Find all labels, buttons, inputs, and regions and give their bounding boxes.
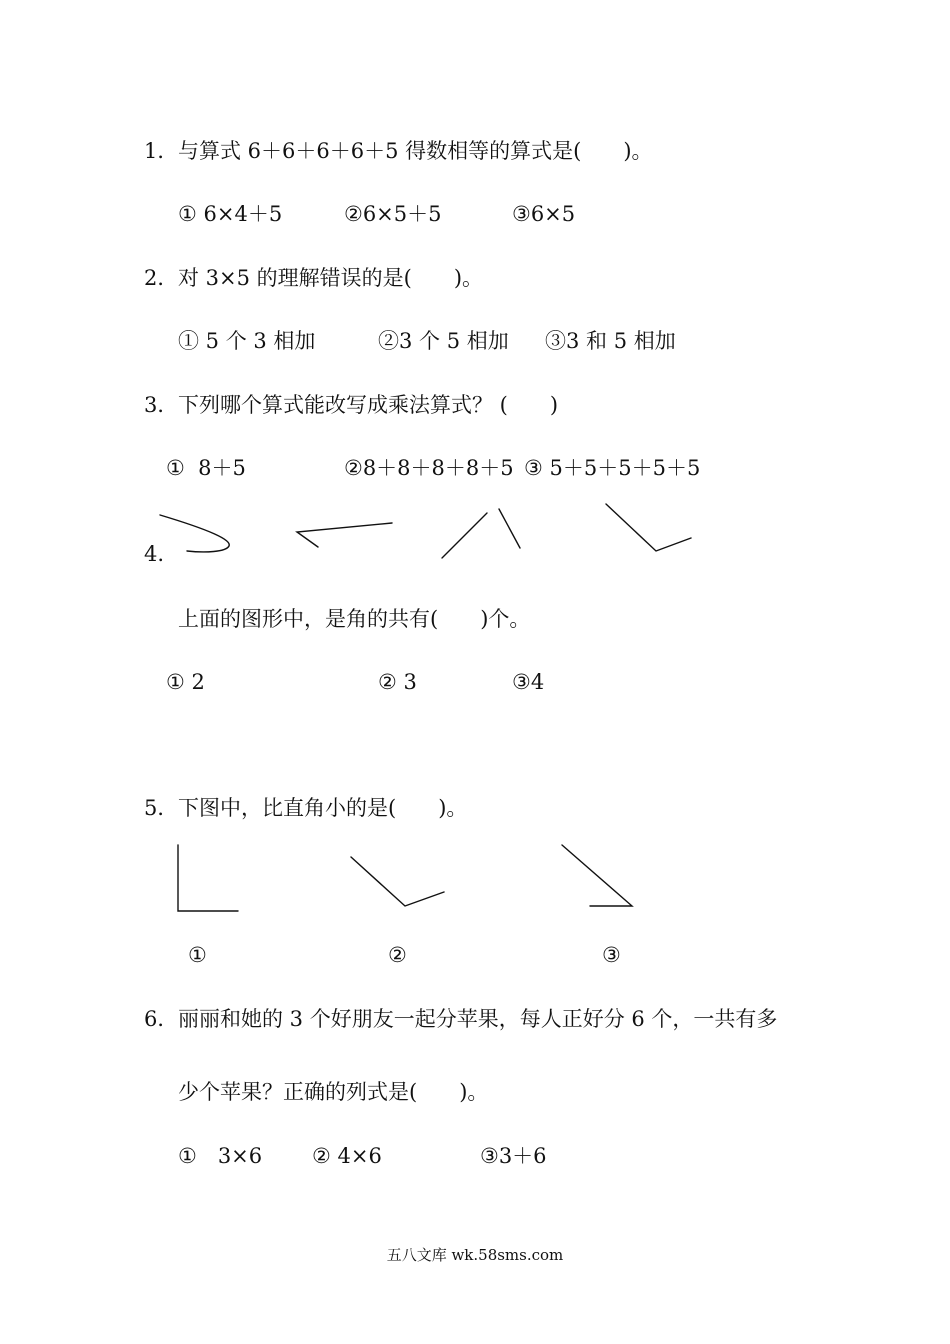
- question-1-option-1: ① 6×4＋5: [178, 202, 283, 226]
- q4-figure-angle-4: [606, 504, 691, 551]
- question-1-text: 与算式 6＋6＋6＋6＋5 得数相等的算式是( )。: [178, 139, 653, 163]
- question-1-number: 1．: [144, 139, 179, 163]
- question-6-number: 6．: [144, 1007, 179, 1031]
- q5-figure-right-angle: [178, 845, 238, 911]
- question-5-option-3: ③: [602, 943, 621, 967]
- q5-figure-acute-angle: [562, 845, 632, 906]
- q5-figure-obtuse-angle: [351, 857, 444, 906]
- question-5-option-2: ②: [388, 943, 407, 967]
- question-6-option-1: ① 3×6: [178, 1144, 263, 1168]
- question-6-text: 丽丽和她的 3 个好朋友一起分苹果，每人正好分 6 个，一共有多: [178, 1007, 778, 1031]
- question-3-option-2: ②8＋8＋8＋8＋5: [344, 456, 514, 480]
- question-4-number: 4.: [144, 542, 165, 566]
- question-6-text-continued: 少个苹果？正确的列式是( )。: [178, 1080, 489, 1104]
- q4-figure-open-line-1: [442, 513, 487, 558]
- question-2-number: 2．: [144, 266, 179, 290]
- q4-figure-curved-shape: [160, 515, 229, 552]
- question-1-option-3: ③6×5: [512, 202, 576, 226]
- question-5-text: 下图中，比直角小的是( )。: [178, 796, 468, 820]
- question-3-text: 下列哪个算式能改写成乘法算式？ ( ): [178, 393, 559, 417]
- question-4-option-3: ③4: [512, 670, 545, 694]
- question-2-option-2: ②3 个 5 相加: [378, 329, 509, 353]
- q4-figure-angle-2: [297, 523, 392, 547]
- question-3-option-3: ③ 5＋5＋5＋5＋5: [524, 456, 701, 480]
- question-2-option-1: ① 5 个 3 相加: [178, 329, 316, 353]
- question-4-text: 上面的图形中，是角的共有( )个。: [178, 607, 531, 631]
- question-4-option-1: ① 2: [166, 670, 205, 694]
- question-2-option-3: ③3 和 5 相加: [545, 329, 676, 353]
- q4-figure-open-line-2: [499, 509, 520, 548]
- question-2-text: 对 3×5 的理解错误的是( )。: [178, 266, 484, 290]
- question-4-option-2: ② 3: [378, 670, 417, 694]
- question-5-number: 5．: [144, 796, 179, 820]
- footer-source: 五八文库 wk.58sms.com: [386, 1246, 564, 1264]
- question-6-option-3: ③3＋6: [480, 1144, 547, 1168]
- question-1-option-2: ②6×5＋5: [344, 202, 442, 226]
- question-3-number: 3．: [144, 393, 179, 417]
- question-6-option-2: ② 4×6: [312, 1144, 382, 1168]
- question-5-option-1: ①: [188, 943, 207, 967]
- question-3-option-1: ① 8＋5: [166, 456, 246, 480]
